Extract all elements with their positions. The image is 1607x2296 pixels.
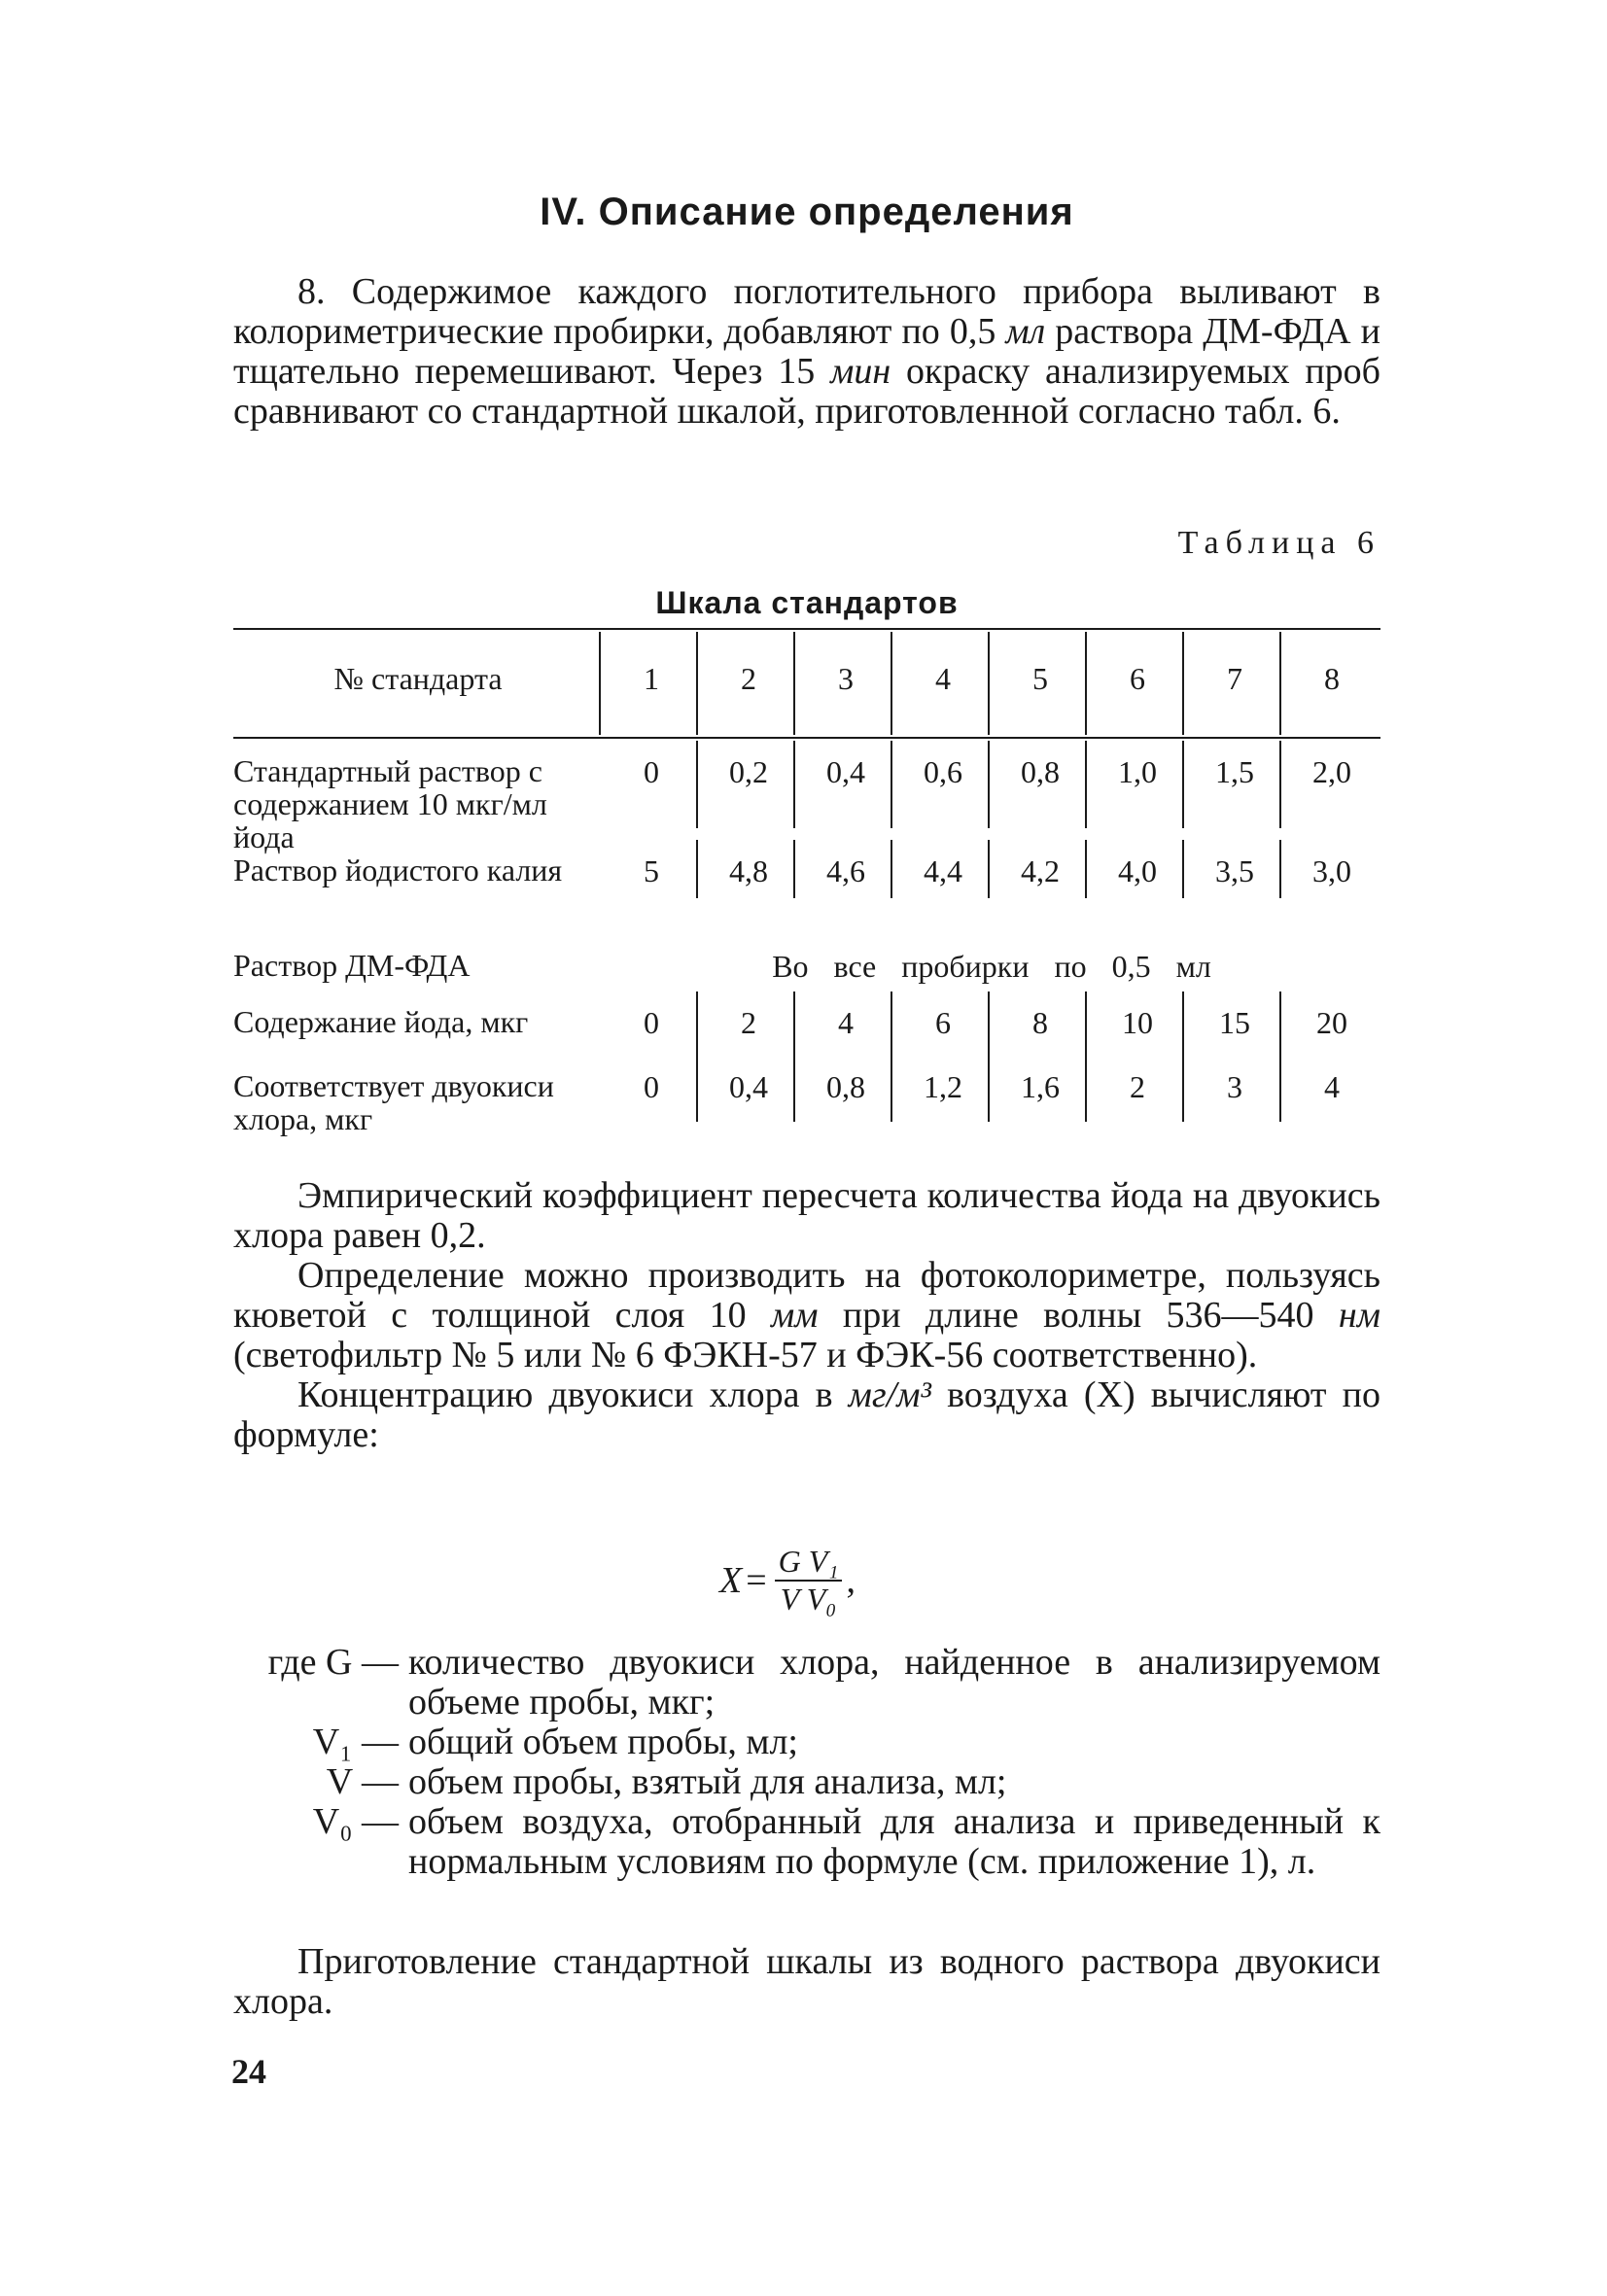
table-number: Таблица 6	[1177, 525, 1380, 561]
cell-divider	[1279, 840, 1281, 898]
column-header: 4	[935, 661, 951, 696]
definition-symbol: V —	[326, 1761, 399, 1802]
table-cell: 0	[644, 1069, 659, 1104]
row-label: Стандартный раствор с содержанием 10 мкг/мл йода	[233, 753, 547, 854]
formula-denominator: V V₀	[780, 1582, 837, 1617]
cell-divider	[793, 1056, 795, 1122]
header-label: № стандарта	[333, 661, 503, 696]
coef-paragraph: Эмпирический коэффициент пересчета количества йода на двуокись хлора равен 0,2.	[233, 1175, 1380, 1256]
cell-divider	[1182, 1056, 1184, 1122]
standards-table	[233, 628, 1380, 1182]
conc-text-b: воздуха (X) вычисляют по формуле:	[233, 1374, 1380, 1455]
photo-text-b: при длине волны 536—540	[818, 1295, 1339, 1336]
column-divider	[891, 632, 892, 735]
cell-divider	[1279, 1056, 1281, 1122]
section-heading: IV. Описание определения	[540, 191, 1074, 233]
p8-text-a: 8. Содержимое каждого поглотительного прибора выливают в колориметрические пробирки, добавляют по 0,5	[233, 271, 1380, 352]
definition-item	[233, 1802, 1380, 1882]
row-label: Соответствует двуокиси хлора, мкг	[233, 1068, 554, 1136]
cell-divider	[696, 741, 698, 828]
table-cell: 4,4	[924, 853, 962, 888]
definitions-list	[233, 1643, 1380, 1882]
column-header: 6	[1130, 661, 1145, 696]
cell-divider	[696, 840, 698, 898]
formula-tail: ,	[846, 1560, 856, 1601]
last-paragraph-text: Приготовление стандартной шкалы из водного раствора двуокиси хлора.	[233, 1941, 1380, 2022]
formula-lhs: X	[719, 1560, 743, 1601]
table-cell: 4,2	[1021, 853, 1060, 888]
conc-text-a: Концентрацию двуокиси хлора в	[297, 1374, 849, 1415]
table-cell: 1,5	[1215, 754, 1254, 789]
table-cell: 4,0	[1118, 853, 1157, 888]
cell-divider	[1182, 840, 1184, 898]
table-cell: 0,6	[924, 754, 962, 789]
column-header: 5	[1032, 661, 1048, 696]
cell-divider	[696, 1056, 698, 1122]
row-span-text: Во все пробирки по 0,5 мл	[772, 949, 1211, 984]
formula-numerator: G V₁	[775, 1544, 843, 1582]
definition-text: количество двуокиси хлора, найденное в анализируемом объеме пробы, мкг;	[408, 1642, 1380, 1722]
photo-text-c: (светофильтр № 5 или № 6 ФЭКН-57 и ФЭК-56 соответственно).	[233, 1335, 1258, 1375]
column-divider	[793, 632, 795, 735]
definition-symbol: V₀ —	[312, 1801, 399, 1842]
cell-divider	[988, 991, 990, 1058]
table-cell: 0,4	[729, 1069, 768, 1104]
conc-unit: мг/м³	[848, 1374, 931, 1415]
definition-text: объем воздуха, отобранный для анализа и приведенный к нормальным условиям по формуле (см. приложение 1), л.	[408, 1801, 1380, 1882]
page-number: 24	[231, 2052, 266, 2091]
cell-divider	[793, 741, 795, 828]
definition-text: общий объем пробы, мл;	[408, 1722, 798, 1762]
row-label: Раствор йодистого калия	[233, 852, 563, 887]
cell-divider	[1085, 1056, 1087, 1122]
p8-text-b: раствора ДМ-ФДА и тщательно перемешивают. Через 15	[233, 311, 1380, 392]
cell-divider	[1085, 991, 1087, 1058]
table-cell: 8	[1032, 1005, 1048, 1040]
table-cell: 0,8	[826, 1069, 865, 1104]
cell-divider	[891, 991, 892, 1058]
formula	[719, 1544, 856, 1618]
table-cell: 15	[1219, 1005, 1250, 1040]
definition-item	[233, 1643, 1380, 1722]
p8-unit-ml: мл	[1005, 311, 1046, 352]
table-cell: 0,8	[1021, 754, 1060, 789]
table-top-rule	[233, 628, 1380, 630]
table-cell: 20	[1316, 1005, 1347, 1040]
table-title: Шкала стандартов	[655, 585, 959, 620]
table-cell: 0	[644, 754, 659, 789]
column-divider	[599, 632, 601, 735]
cell-divider	[988, 741, 990, 828]
p8-text-c: окраску анализируемых проб сравнивают со стандартной шкалой, приготовленной согласно табл. 6.	[233, 351, 1380, 432]
table-cell: 4,6	[826, 853, 865, 888]
column-divider	[988, 632, 990, 735]
table-cell: 10	[1122, 1005, 1153, 1040]
table-cell: 6	[935, 1005, 951, 1040]
cell-divider	[1085, 741, 1087, 828]
cell-divider	[696, 991, 698, 1058]
column-header: 7	[1227, 661, 1242, 696]
table-cell: 2,0	[1312, 754, 1351, 789]
definition-item	[233, 1762, 1380, 1802]
column-header: 2	[741, 661, 756, 696]
table-cell: 4	[1324, 1069, 1340, 1104]
table-cell: 0,2	[729, 754, 768, 789]
cell-divider	[1182, 991, 1184, 1058]
definition-symbol: где G —	[267, 1642, 399, 1683]
table-cell: 4,8	[729, 853, 768, 888]
paragraph-8	[233, 272, 1380, 432]
table-cell: 3,5	[1215, 853, 1254, 888]
column-header: 1	[644, 661, 659, 696]
column-divider	[1085, 632, 1087, 735]
cell-divider	[1085, 840, 1087, 898]
row-label: Содержание йода, мкг	[233, 1004, 529, 1039]
cell-divider	[793, 991, 795, 1058]
table-header-rule	[233, 737, 1380, 739]
column-divider	[1182, 632, 1184, 735]
photometer-paragraph	[233, 1256, 1380, 1375]
table-cell: 1,2	[924, 1069, 962, 1104]
cell-divider	[988, 1056, 990, 1122]
table-cell: 5	[644, 853, 659, 888]
table-cell: 0,4	[826, 754, 865, 789]
cell-divider	[1279, 991, 1281, 1058]
photo-unit-mm: мм	[771, 1295, 819, 1336]
cell-divider	[1182, 741, 1184, 828]
table-cell: 1,6	[1021, 1069, 1060, 1104]
table-cell: 3	[1227, 1069, 1242, 1104]
formula-eq: =	[746, 1560, 767, 1601]
concentration-paragraph	[233, 1375, 1380, 1455]
table-cell: 1,0	[1118, 754, 1157, 789]
column-header: 8	[1324, 661, 1340, 696]
formula-fraction	[775, 1544, 843, 1618]
column-header: 3	[838, 661, 854, 696]
column-divider	[696, 632, 698, 735]
table-cell: 2	[741, 1005, 756, 1040]
cell-divider	[1279, 741, 1281, 828]
cell-divider	[891, 840, 892, 898]
photo-unit-nm: нм	[1338, 1295, 1380, 1336]
photo-text-a: Определение можно производить на фотоколориметре, пользуясь кюветой с толщиной слоя 10	[233, 1255, 1380, 1336]
text-after-table	[233, 1176, 1380, 1455]
definition-symbol: V₁ —	[312, 1722, 399, 1762]
row-label: Раствор ДМ-ФДА	[233, 948, 471, 983]
cell-divider	[891, 741, 892, 828]
table-cell: 0	[644, 1005, 659, 1040]
p8-unit-min: мин	[830, 351, 891, 392]
table-cell: 3,0	[1312, 853, 1351, 888]
table-cell: 4	[838, 1005, 854, 1040]
cell-divider	[891, 1056, 892, 1122]
table-cell: 2	[1130, 1069, 1145, 1104]
column-divider	[1279, 632, 1281, 735]
cell-divider	[988, 840, 990, 898]
last-paragraph	[233, 1942, 1380, 2022]
definition-item	[233, 1722, 1380, 1762]
cell-divider	[793, 840, 795, 898]
definition-text: объем пробы, взятый для анализа, мл;	[408, 1761, 1007, 1802]
